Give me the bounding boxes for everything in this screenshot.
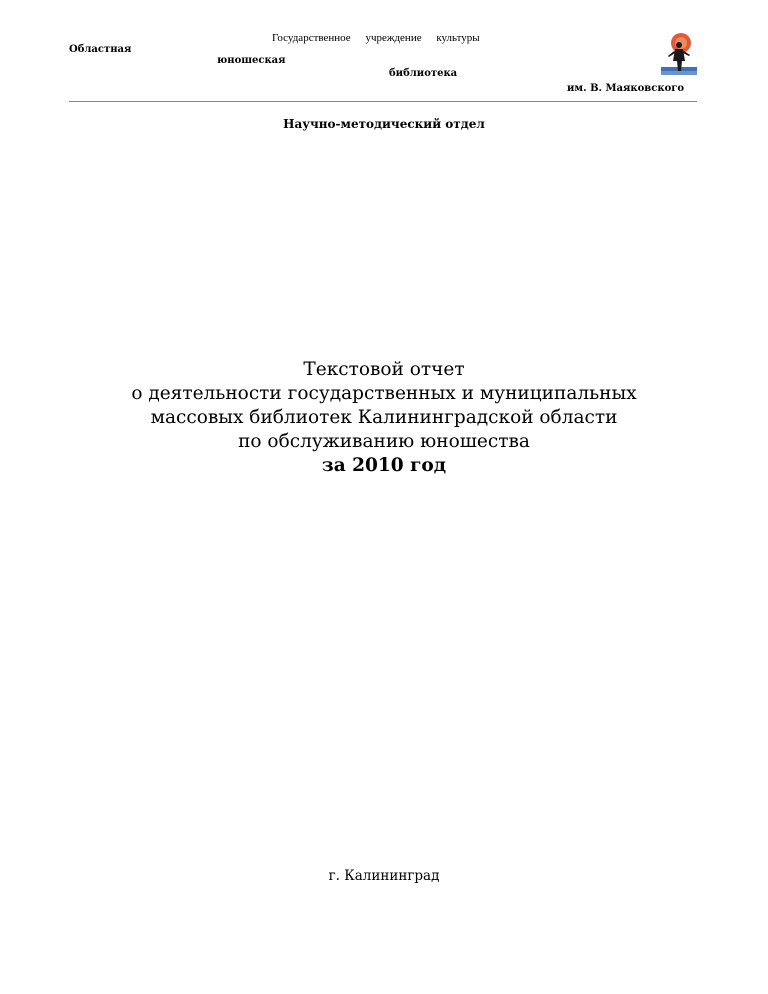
header-biblioteka: библиотека (389, 68, 458, 79)
header-oblast: Областная (69, 44, 132, 55)
header-word-1: Государственное (272, 32, 351, 44)
title-line-2: о деятельности государственных и муниципальных (131, 383, 637, 404)
library-logo-icon (659, 31, 699, 79)
city-name: г. Калининград (328, 868, 440, 884)
title-line-4: по обслуживанию юношества (238, 431, 530, 452)
title-line-1: Текстовой отчет (303, 359, 465, 380)
header-mayakovsky: им. В. Маяковского (567, 83, 685, 94)
header-word-3: культуры (436, 32, 480, 44)
header-institution-type (272, 32, 492, 44)
header-yunosheskaya: юношеская (217, 55, 286, 66)
title-year: за 2010 год (321, 455, 447, 476)
header-word-2: учреждение (365, 32, 422, 44)
header-divider (69, 101, 697, 102)
report-title (0, 358, 768, 478)
title-line-3: массовых библиотек Калининградской области (150, 407, 618, 428)
department-name: Научно-методический отдел (283, 117, 485, 131)
